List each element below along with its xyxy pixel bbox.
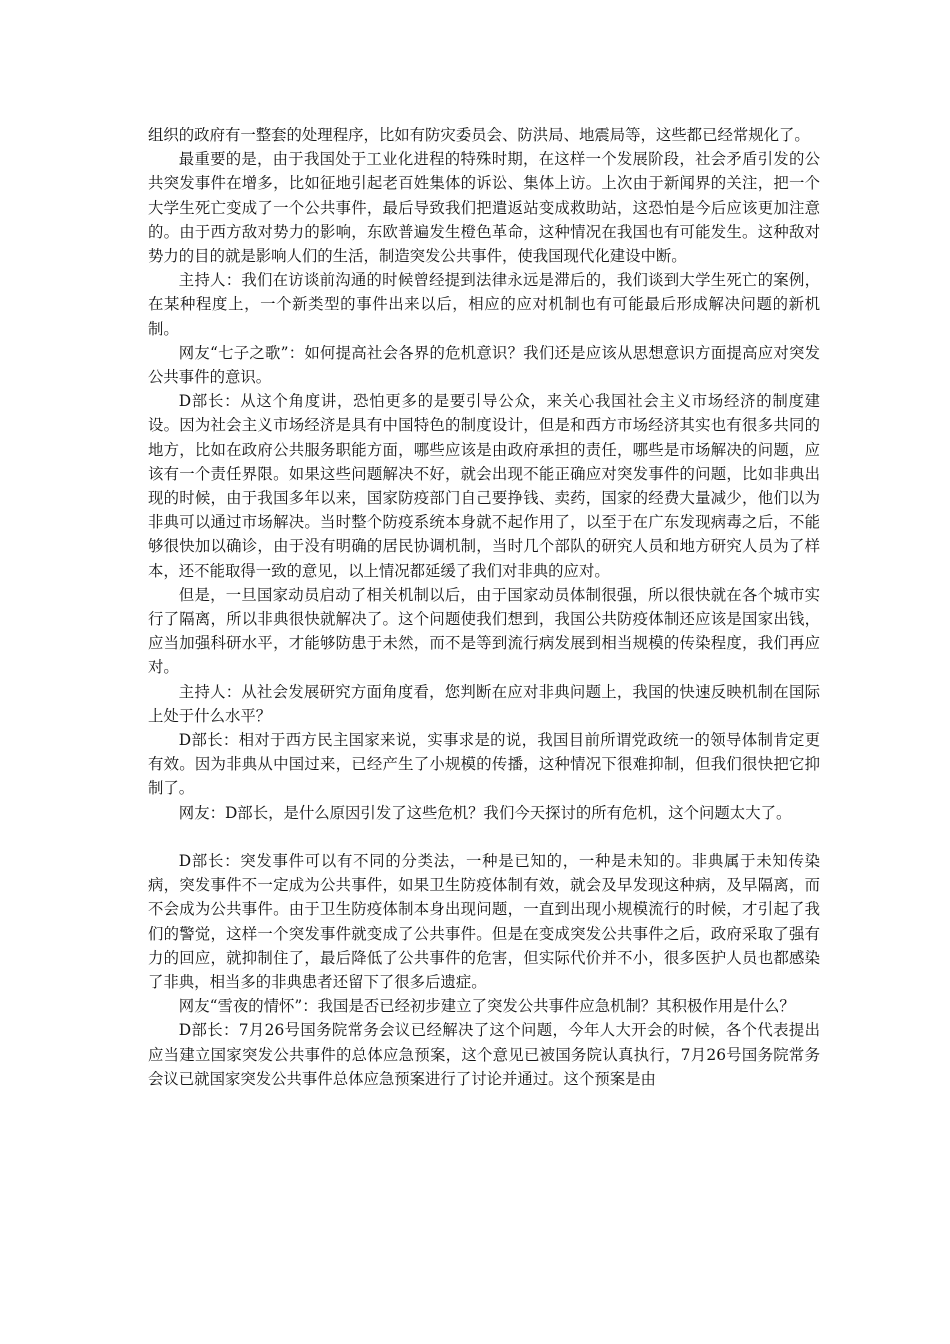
paragraph-host-law-lag: 主持人：我们在访谈前沟通的时候曾经提到法律永远是滞后的，我们谈到大学生死亡的案例，在某种程度上，一个新类型的事件出来以后，相应的应对机制也有可能最后形成解决问题的新机制。 — [148, 271, 820, 338]
paragraph-gap — [148, 825, 820, 849]
paragraph-national-mobilization: 但是，一旦国家动员启动了相关机制以后，由于国家动员体制很强，所以很快就在各个城市实行了隔离，所以非典很快就解决了。这个问题使我们想到，我国公共防疫体制还应该是国家出钱，应当加强科研水平，才能够防患于未然，而不是等到流行病发展到相当规模的传染程度，我们再应对。 — [148, 585, 820, 677]
paragraph-d-minister-classification: D部长：突发事件可以有不同的分类法，一种是已知的，一种是未知的。非典属于未知传染病，突发事件不一定成为公共事件，如果卫生防疫体制有效，就会及早发现这种病，及早隔离，而不会成为公共事件。由于卫生防疫体制本身出现问题，一直到出现小规模流行的时候，才引起了我们的警觉，这样一个突发事件就变成了公共事件。但是在变成突发公共事件之后，政府采取了强有力的回应，就抑制住了，最后降低了公共事件的危害，但实际代价并不小，很多医护人员也都感染了非典，相当多的非典患者还留下了很多后遗症。 — [148, 851, 820, 991]
paragraph-d-minister-market-economy: D部长：从这个角度讲，恐怕更多的是要引导公众，来关心我国社会主义市场经济的制度建设。因为社会主义市场经济是具有中国特色的制度设计，但是和西方市场经济其实也有很多共同的地方，比如在政府公共服务职能方面，哪些应该是由政府承担的责任，哪些是市场解决的问题，应该有一个责任界限。如果这些问题解决不好，就会出现不能正确应对突发事件的问题，比如非典出现的时候，由于我国多年以来，国家防疫部门自己要挣钱、卖药，国家的经费大量减少，他们以为非典可以通过市场解决。当时整个防疫系统本身就不起作用了，以至于在广东发现病毒之后，不能够很快加以确诊，由于没有明确的居民协调机制，当时几个部队的研究人员和地方研究人员为了样本，还不能取得一致的意见，以上情况都延缓了我们对非典的应对。 — [148, 392, 820, 580]
paragraph-netizen-emergency-mechanism: 网友“雪夜的情怀”：我国是否已经初步建立了突发公共事件应急机制？其积极作用是什么？ — [178, 997, 795, 1016]
paragraph-netizen-crisis-cause: 网友：D部长，是什么原因引发了这些危机？我们今天探讨的所有危机，这个问题太大了。 — [178, 803, 792, 822]
document-body — [148, 123, 820, 1091]
paragraph-d-minister-leadership: D部长：相对于西方民主国家来说，实事求是的说，我国目前所谓党政统一的领导体制肯定更有效。因为非典从中国过来，已经产生了小规模的传播，这种情况下很难抑制，但我们很快把它抑制了。 — [148, 731, 820, 798]
paragraph-social-conflict: 最重要的是，由于我国处于工业化进程的特殊时期，在这样一个发展阶段，社会矛盾引发的公共突发事件在增多，比如征地引起老百姓集体的诉讼、集体上访。上次由于新闻界的关注，把一个大学生死亡变成了一个公共事件，最后导致我们把遣返站变成救助站，这恐怕是今后应该更加注意的。由于西方敌对势力的影响，东欧普遍发生橙色革命，这种情况在我国也有可能发生。这种敌对势力的目的就是影响人们的生活，制造突发公共事件，使我国现代化建设中断。 — [148, 150, 820, 266]
paragraph-continuation: 组织的政府有一整套的处理程序，比如有防灾委员会、防洪局、地震局等，这些都已经常规化了。 — [148, 126, 810, 144]
paragraph-host-response-level: 主持人：从社会发展研究方面角度看，您判断在应对非典问题上，我国的快速反映机制在国际上处于什么水平？ — [148, 682, 820, 725]
paragraph-d-minister-state-council: D部长：7月26号国务院常务会议已经解决了这个问题，今年人大开会的时候，各个代表提出应当建立国家突发公共事件的总体应急预案，这个意见已被国务院认真执行，7月26号国务院常务会议已就国家突发公共事件总体应急预案进行了讨论并通过。这个预案是由 — [148, 1021, 820, 1088]
paragraph-netizen-crisis-awareness: 网友“七子之歌”：如何提高社会各界的危机意识？我们还是应该从思想意识方面提高应对突发公共事件的意识。 — [148, 343, 820, 387]
